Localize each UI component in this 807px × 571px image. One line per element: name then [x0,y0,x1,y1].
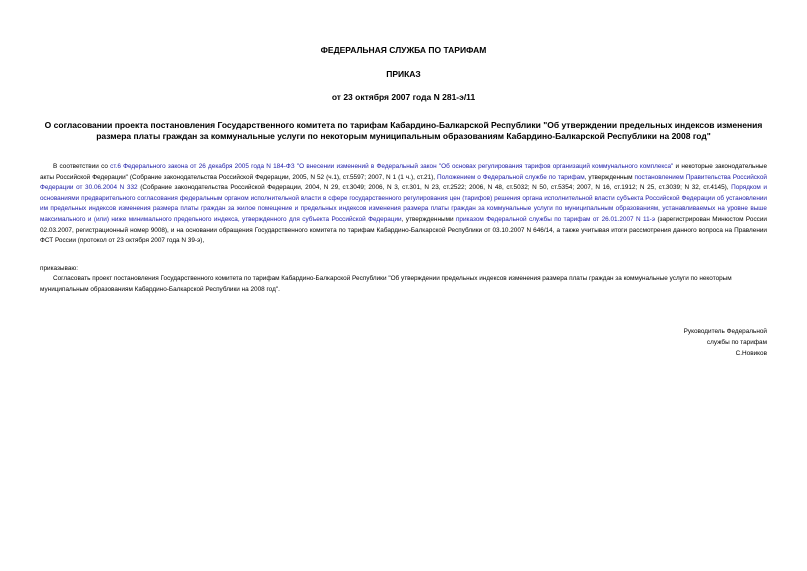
preamble-text-3: , утвержденным [584,173,635,181]
link-fst-regulation[interactable]: Положением о Федеральной службе по тарифам [437,173,585,181]
link-government-resolution-332[interactable]: постановлением Правительства Российской Федерации от 30.06.2004 N 332 [40,173,767,192]
preamble-text-5: , утвержденными [401,215,456,223]
document-date-number: от 23 октября 2007 года N 281-э/11 [331,92,476,102]
agency-name: ФЕДЕРАЛЬНАЯ СЛУЖБА ПО ТАРИФАМ [320,45,487,55]
document-type: ПРИКАЗ [386,69,421,79]
document-title: О согласовании проекта постановления Государственного комитета по тарифам Кабардино-Балкарской Республики "Об утверждении предельных индексов изменения размера платы граждан за коммунальные услуги по некоторым муниципальным образованиям Кабардино-Балкарской Республики на 2008 год" [44,120,763,141]
signature-block [587,326,767,359]
ordered-label: приказываю: [40,265,78,272]
preamble-text-4: (Собрание законодательства Российской Федерации, 2004, N 29, ст.3049; 2006, N 3, ст.301, N 23, ст.2522; 2006, N 48, ст.5032; N 50, ст.5354; 2007, N 16, ст.1912; N 25, ст.3039; N 32, ст.4145), [137,184,732,192]
link-fst-order-11e[interactable]: приказом Федеральной службы по тарифам от 26.01.2007 N 11-э [455,215,656,223]
link-approval-procedure[interactable]: Порядком и основаниями предварительного согласования федеральным органом исполнительной власти в сфере государственного регулирования цен (тарифов) решения органа исполнительной власти субъекта Российской Федерации об установлении им предельных индексов изменения размера платы граждан за жилое помещение и предельных индексов изменения размера платы граждан за коммунальные услуги по муниципальным образованиям, устанавливаемых на уровне выше максимального и (или) ниже минимального предельного индекса, утвержденного для субъекта Российской Федерации [40,184,767,223]
preamble-paragraph [40,162,767,247]
preamble-text-6: (зарегистрирован Минюстом России 02.03.2007, регистрационный номер 9008), и на основании обращения Государственного комитета по тарифам Кабардино-Балкарской Республики от 03.10.2007 N 646/14, а также учитывая итоги рассмотрения данного вопроса на Правлении ФСТ России (протокол от 23 октября 2007 года N 39-э), [40,215,767,245]
link-federal-law-184[interactable]: ст.6 Федерального закона от 26 декабря 2005 года N 184-ФЗ "О внесении изменений в Федеральный закон "Об основах регулирования тарифов организаций коммунального комплекса" [110,163,674,170]
preamble-text-2: и некоторые законодательные акты Российской Федерации" (Собрание законодательства Российской Федерации, 2005, N 52 (ч.1), ст.5597; 2007, N 1 (1 ч.), ст.21), [40,163,767,181]
preamble-text-1: В соответствии со [53,163,111,170]
order-clause: Согласовать проект постановления Государственного комитета по тарифам Кабардино-Балкарской Республики "Об утверждении предельных индексов изменения размера платы граждан за коммунальные услуги по некоторым муниципальным образованиям Кабардино-Балкарской Республики на 2008 год". [40,275,732,293]
signature-agency: службы по тарифам [706,339,767,346]
signature-name: С.Новиков [735,350,767,357]
signature-position: Руководитель Федеральной [683,328,767,335]
